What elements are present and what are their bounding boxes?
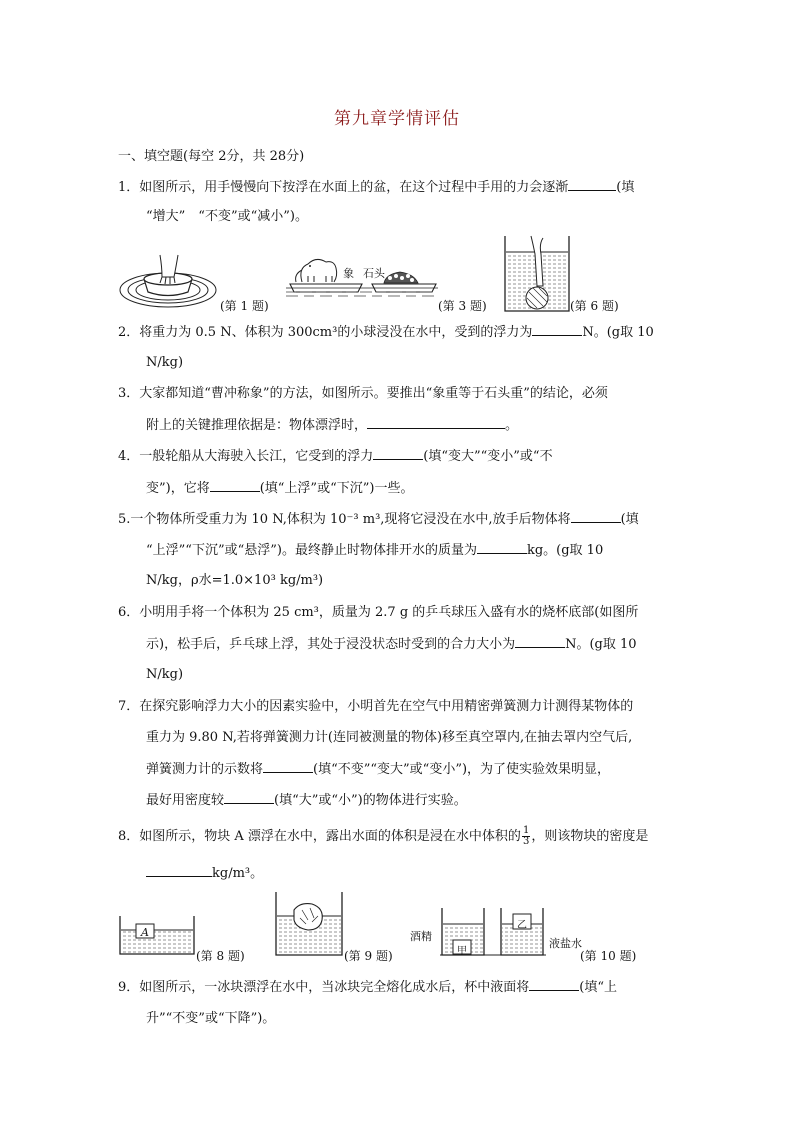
question-2-line-1: 2．将重力为 0.5 N、体积为 300cm³的小球浸没在水中，受到的浮力为 N。(g取 10: [118, 325, 654, 340]
elephant-label: 象: [343, 267, 354, 280]
answer-blank[interactable]: [263, 760, 313, 773]
caption-q9: (第 9 题): [344, 949, 393, 963]
question-1-line-1: 1．如图所示，用手慢慢向下按浮在水面上的盆，在这个过程中手用的力会逐渐 (填: [118, 180, 635, 195]
figure-basin-pressed: [118, 245, 218, 315]
answer-blank[interactable]: [532, 323, 582, 336]
fraction-one-third: $\frac{1}{3}$: [522, 825, 530, 847]
question-9-line-1: 9．如图所示，一冰块漂浮在水中，当冰块完全熔化成水后，杯中液面将 (填“上: [118, 980, 617, 995]
answer-blank[interactable]: [373, 447, 423, 460]
question-7-line-2: 重力为 9.80 N,若将弹簧测力计(连同被测量的物体)移至真空罩内,在抽去罩内空气后,: [146, 730, 633, 745]
question-4-line-1: 4．一般轮船从大海驶入长江，它受到的浮力 (填“变大”“变小”或“不: [118, 449, 553, 464]
stone-label: 石头: [363, 267, 385, 280]
page-title: 第九章学情评估: [334, 109, 460, 129]
figure-ping-pong-beaker: [503, 234, 571, 314]
question-4-line-2: 变”)，它将 (填“上浮”或“下沉”)一些。: [146, 481, 414, 496]
question-7-line-3: 弹簧测力计的示数将 (填“不变”“变大”或“变小”)，为了使实验效果明显，: [146, 762, 611, 777]
caption-q1: (第 1 题): [220, 299, 269, 313]
figure-cao-chong-boats: [286, 252, 438, 298]
answer-blank[interactable]: [367, 416, 505, 429]
question-5-line-3: N/kg，ρ水=1.0×10³ kg/m³): [146, 573, 324, 588]
brine-label: 液盐水: [549, 937, 582, 950]
figure-ice-in-water: [274, 890, 344, 956]
beaker-jia-label: 甲: [457, 946, 467, 957]
question-6-line-2: 示)，松手后，乒乓球上浮，其处于浸没状态时受到的合力大小为 N。(g取 10: [146, 637, 637, 652]
question-8-line-2: kg/m³。: [146, 864, 263, 882]
answer-blank[interactable]: [515, 635, 565, 648]
caption-q6: (第 6 题): [570, 299, 619, 313]
answer-blank[interactable]: [146, 864, 212, 877]
section-heading: 一、填空题(每空 2分，共 28分): [118, 149, 305, 164]
question-7-line-4: 最好用密度较 (填“大”或“小”)的物体进行实验。: [146, 793, 467, 808]
block-a-label: A: [141, 926, 149, 939]
question-9-line-2: 升”“不变”或“下降”)。: [146, 1011, 276, 1026]
caption-q3: (第 3 题): [438, 299, 487, 313]
question-5-line-1: 5.一个物体所受重力为 10 N,体积为 10⁻³ m³,现将它浸没在水中,放手后物体将 (填: [118, 512, 639, 527]
alcohol-label: 酒精: [410, 930, 432, 943]
beaker-yi-label: 乙: [517, 920, 527, 931]
question-2-line-2: N/kg): [146, 355, 184, 370]
caption-q8: (第 8 题): [196, 949, 245, 963]
question-8-line-1: 8．如图所示，物块 A 漂浮在水中，露出水面的体积是浸在水中体积的 $\frac{1}{3}$ ，则该物块的密度是: [118, 825, 649, 847]
question-7-line-1: 7．在探究影响浮力大小的因素实验中，小明首先在空气中用精密弹簧测力计测得某物体的: [118, 699, 634, 714]
answer-blank[interactable]: [210, 479, 260, 492]
question-3-line-1: 3．大家都知道“曹冲称象”的方法，如图所示。要推出“象重等于石头重”的结论，必须: [118, 386, 608, 401]
figure-two-beakers: [440, 906, 546, 958]
question-3-line-2: 附上的关键推理依据是：物体漂浮时， 。: [146, 418, 519, 433]
question-5-line-2: “上浮”“下沉”或“悬浮”)。最终静止时物体排开水的质量为 kg。(g取 10: [146, 543, 604, 558]
answer-blank[interactable]: [571, 510, 621, 523]
answer-blank[interactable]: [224, 791, 274, 804]
answer-blank[interactable]: [568, 178, 616, 191]
question-6-line-1: 6．小明用手将一个体积为 25 cm³，质量为 2.7 g 的乒乓球压入盛有水的烧杯底部(如图所: [118, 605, 639, 620]
figure-floating-block-a: [118, 914, 196, 956]
question-6-line-3: N/kg): [146, 667, 184, 682]
answer-blank[interactable]: [529, 978, 579, 991]
question-1-line-2: “增大” “不变”或“减小”)。: [146, 209, 308, 224]
caption-q10: (第 10 题): [580, 949, 637, 963]
answer-blank[interactable]: [477, 541, 527, 554]
